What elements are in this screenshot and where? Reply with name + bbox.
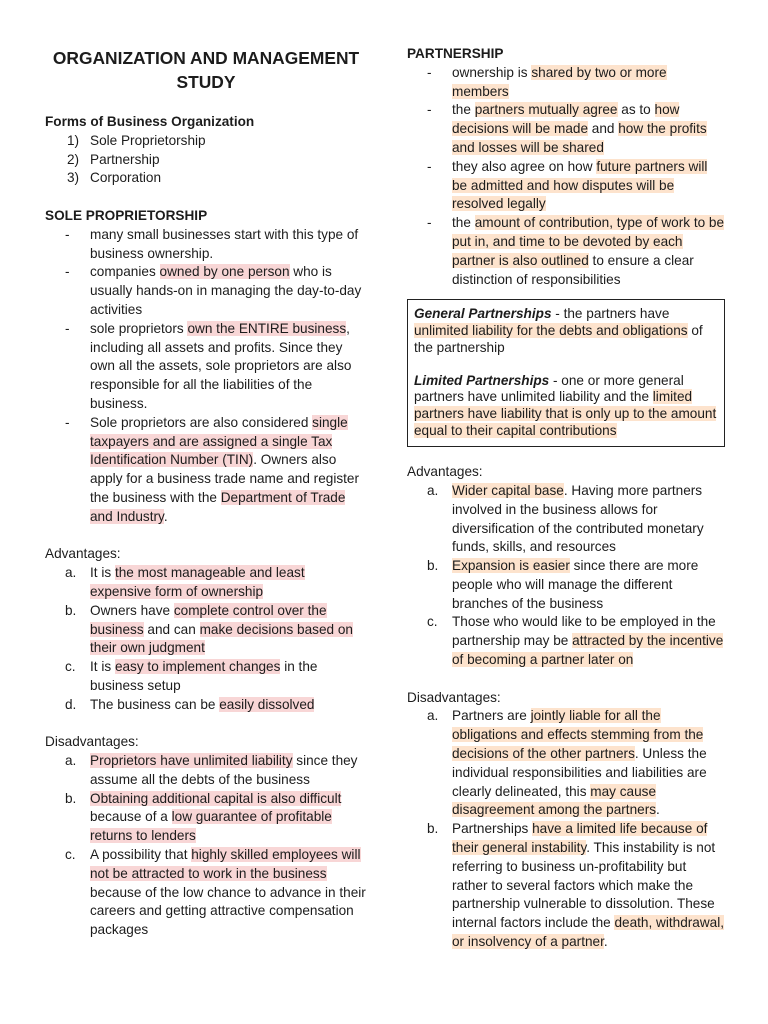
partnership-heading: PARTNERSHIP <box>407 46 504 61</box>
body-text: and <box>588 121 619 137</box>
list-item <box>407 820 725 952</box>
highlighted-text: amount of contribution, type of work to be put in, and time to be devoted by each partner is also outlined <box>452 215 725 268</box>
list-marker: b. <box>427 558 439 574</box>
list-marker: - <box>65 320 70 336</box>
body-text: . Unless the individual responsibilities and liabilities are clearly delineated, this <box>452 746 707 799</box>
list-item <box>45 790 367 846</box>
list-marker: - <box>65 414 70 430</box>
body-text: the <box>452 102 475 118</box>
list-marker: c. <box>65 659 76 675</box>
highlighted-text: Obtaining additional capital is also difficult <box>90 790 342 806</box>
highlighted-text: may cause disagreement among the partners <box>452 783 657 818</box>
body-text: since there are more people who will manage the different branches of the business <box>452 558 699 611</box>
forms-heading: Forms of Business Organization <box>45 114 255 129</box>
list-marker: c. <box>427 614 438 630</box>
list-marker: a. <box>65 753 77 769</box>
list-marker: a. <box>427 708 439 724</box>
list-item <box>407 101 725 157</box>
body-text: , including all assets and profits. Since they own all the assets, sole proprietors are also responsible for all the liabilities of the business. <box>90 320 352 411</box>
body-text: and can <box>143 621 200 637</box>
highlighted-text: death, withdrawal, or insolvency of a partner <box>452 915 725 950</box>
body-text: the <box>452 215 475 231</box>
body-text: . Having more partners involved in the business allows for diversification of the contributed monetary funds, skills, and resources <box>452 482 704 555</box>
sole-disadvantages-list <box>45 752 367 940</box>
list-marker: - <box>427 64 432 80</box>
body-text: . Owners also apply for a business trade name and register the business with the <box>90 452 360 505</box>
list-marker: 3) <box>67 170 80 186</box>
sole-disadvantages-label: Disadvantages: <box>45 734 139 750</box>
body-text: . This instability is not referring to business un-profitability but rather to several factors which make the partnership vulnerable to dissolution. These internal factors include the <box>452 840 716 931</box>
list-item <box>45 320 367 414</box>
list-item <box>45 658 367 696</box>
document-title: ORGANIZATION AND MANAGEMENT STUDY <box>52 48 360 92</box>
partnership-disadvantages-list <box>407 707 725 951</box>
partnership-advantages-label: Advantages: <box>407 464 483 480</box>
highlighted-text: make decisions based on their own judgment <box>90 621 353 656</box>
limited-partnerships-term: Limited Partnerships <box>414 372 550 388</box>
sole-proprietorship-heading: SOLE PROPRIETORSHIP <box>45 207 208 223</box>
list-marker: - <box>427 215 432 231</box>
highlighted-text: easy to implement changes <box>114 659 281 675</box>
general-partnerships-term: General Partnerships <box>414 306 552 322</box>
highlighted-text: how decisions will be made <box>452 102 680 137</box>
general-partnerships-definition <box>414 306 718 356</box>
body-text: since they assume all the debts of the business <box>90 753 358 787</box>
list-marker: - <box>427 158 432 174</box>
body-text: as to <box>617 102 655 118</box>
list-marker: - <box>65 264 70 280</box>
body-text: Sole proprietors are also considered <box>90 414 313 430</box>
body-text: - one or more general partners have unlimited liability and the <box>414 372 684 405</box>
list-item <box>45 263 367 319</box>
list-item <box>45 752 367 790</box>
sole-advantages-list <box>45 564 367 714</box>
list-item <box>45 602 367 658</box>
highlighted-text: low guarantee of profitable returns to lenders <box>90 809 332 844</box>
list-item <box>407 158 725 214</box>
list-item-text: Corporation <box>90 170 162 186</box>
partnership-bullets <box>407 64 725 290</box>
list-item <box>45 151 367 170</box>
highlighted-text: single taxpayers and are assigned a single Tax Identification Number (TIN) <box>90 414 348 468</box>
highlighted-text: shared by two or more members <box>452 64 667 99</box>
list-marker: - <box>427 102 432 118</box>
list-marker: a. <box>427 482 439 498</box>
list-item <box>407 707 725 820</box>
body-text: Partnerships <box>452 821 533 837</box>
list-item <box>45 132 367 151</box>
body-text: . <box>656 802 660 818</box>
highlighted-text: future partners will be admitted and how disputes will be resolved legally <box>452 158 708 212</box>
body-text: . <box>603 934 608 950</box>
list-marker: b. <box>65 602 77 618</box>
limited-partnerships-definition <box>414 373 718 439</box>
list-marker: 1) <box>67 132 80 148</box>
body-text: in the business setup <box>90 659 318 693</box>
list-item <box>45 696 367 715</box>
highlighted-text: partners mutually agree <box>474 102 618 118</box>
highlighted-text: jointly liable for all the obligations and effects stemming from the decisions of the other partners <box>452 708 704 762</box>
body-text: because of a <box>90 809 172 825</box>
body-text: of the partnership <box>414 322 703 355</box>
body-text: It is <box>90 659 115 675</box>
list-item <box>407 482 725 557</box>
list-marker: b. <box>427 821 439 837</box>
list-item <box>407 214 725 289</box>
body-text: ownership is <box>452 64 532 80</box>
highlighted-text: easily dissolved <box>219 696 315 712</box>
sole-bullets <box>45 226 367 527</box>
body-text: Partners are <box>452 708 531 724</box>
partnership-disadvantages-label: Disadvantages: <box>407 689 501 705</box>
list-item <box>45 846 367 940</box>
list-marker: d. <box>65 696 77 712</box>
highlighted-text: have a limited life because of their general instability <box>452 821 708 856</box>
partnership-types-box <box>407 299 725 447</box>
highlighted-text: Expansion is easier <box>452 558 570 574</box>
highlighted-text: Wider capital base <box>452 482 564 498</box>
body-text: many small businesses start with this type of business ownership. <box>90 226 359 261</box>
highlighted-text: owned by one person <box>159 264 290 280</box>
list-item <box>45 169 367 188</box>
highlighted-text: Proprietors have unlimited liability <box>90 753 293 769</box>
forms-list <box>45 132 367 188</box>
list-item-text: Sole Proprietorship <box>90 132 206 148</box>
highlighted-text: own the ENTIRE business <box>187 320 347 336</box>
list-item <box>45 564 367 602</box>
list-item <box>45 226 367 264</box>
body-text: Those who would like to be employed in the partnership may be <box>452 614 716 649</box>
body-text: It is <box>90 565 115 581</box>
body-text: to ensure a clear distinction of responsibilities <box>452 252 694 287</box>
highlighted-text: Department of Trade and Industry <box>90 489 346 524</box>
list-marker: a. <box>65 565 77 581</box>
body-text: who is usually hands-on in managing the day-to-day activities <box>90 264 362 317</box>
highlighted-text: limited partners have liability that is only up to the amount equal to their capital contributions <box>414 389 717 438</box>
list-item <box>45 414 367 527</box>
body-text: sole proprietors <box>90 320 188 336</box>
highlighted-text: complete control over the business <box>90 602 327 637</box>
body-text: A possibility that <box>90 847 192 863</box>
list-item <box>407 613 725 669</box>
list-marker: c. <box>65 847 76 863</box>
sole-advantages-label: Advantages: <box>45 546 121 562</box>
list-marker: b. <box>65 790 77 806</box>
highlighted-text: attracted by the incentive of becoming a partner later on <box>452 633 724 668</box>
list-marker: 2) <box>67 151 80 167</box>
highlighted-text: highly skilled employees will not be attracted to work in the business <box>90 847 361 881</box>
highlighted-text: the most manageable and least expensive form of ownership <box>90 565 305 599</box>
list-item <box>407 64 725 102</box>
list-item-text: Partnership <box>90 151 160 167</box>
left-column <box>45 46 367 940</box>
highlighted-text: how the profits and losses will be shared <box>452 121 707 155</box>
partnership-advantages-list <box>407 482 725 670</box>
list-marker: - <box>65 226 70 242</box>
body-text: companies <box>90 264 160 280</box>
highlighted-text: unlimited liability for the debts and obligations <box>414 322 688 338</box>
body-text: they also agree on how <box>452 158 597 174</box>
body-text: - the partners have <box>551 306 670 322</box>
body-text: The business can be <box>90 696 220 712</box>
right-column <box>407 45 725 952</box>
body-text: . <box>163 508 168 524</box>
list-item <box>407 557 725 613</box>
body-text: because of the low chance to advance in their careers and getting attractive compensation packages <box>90 884 366 938</box>
body-text: Owners have <box>90 602 174 618</box>
